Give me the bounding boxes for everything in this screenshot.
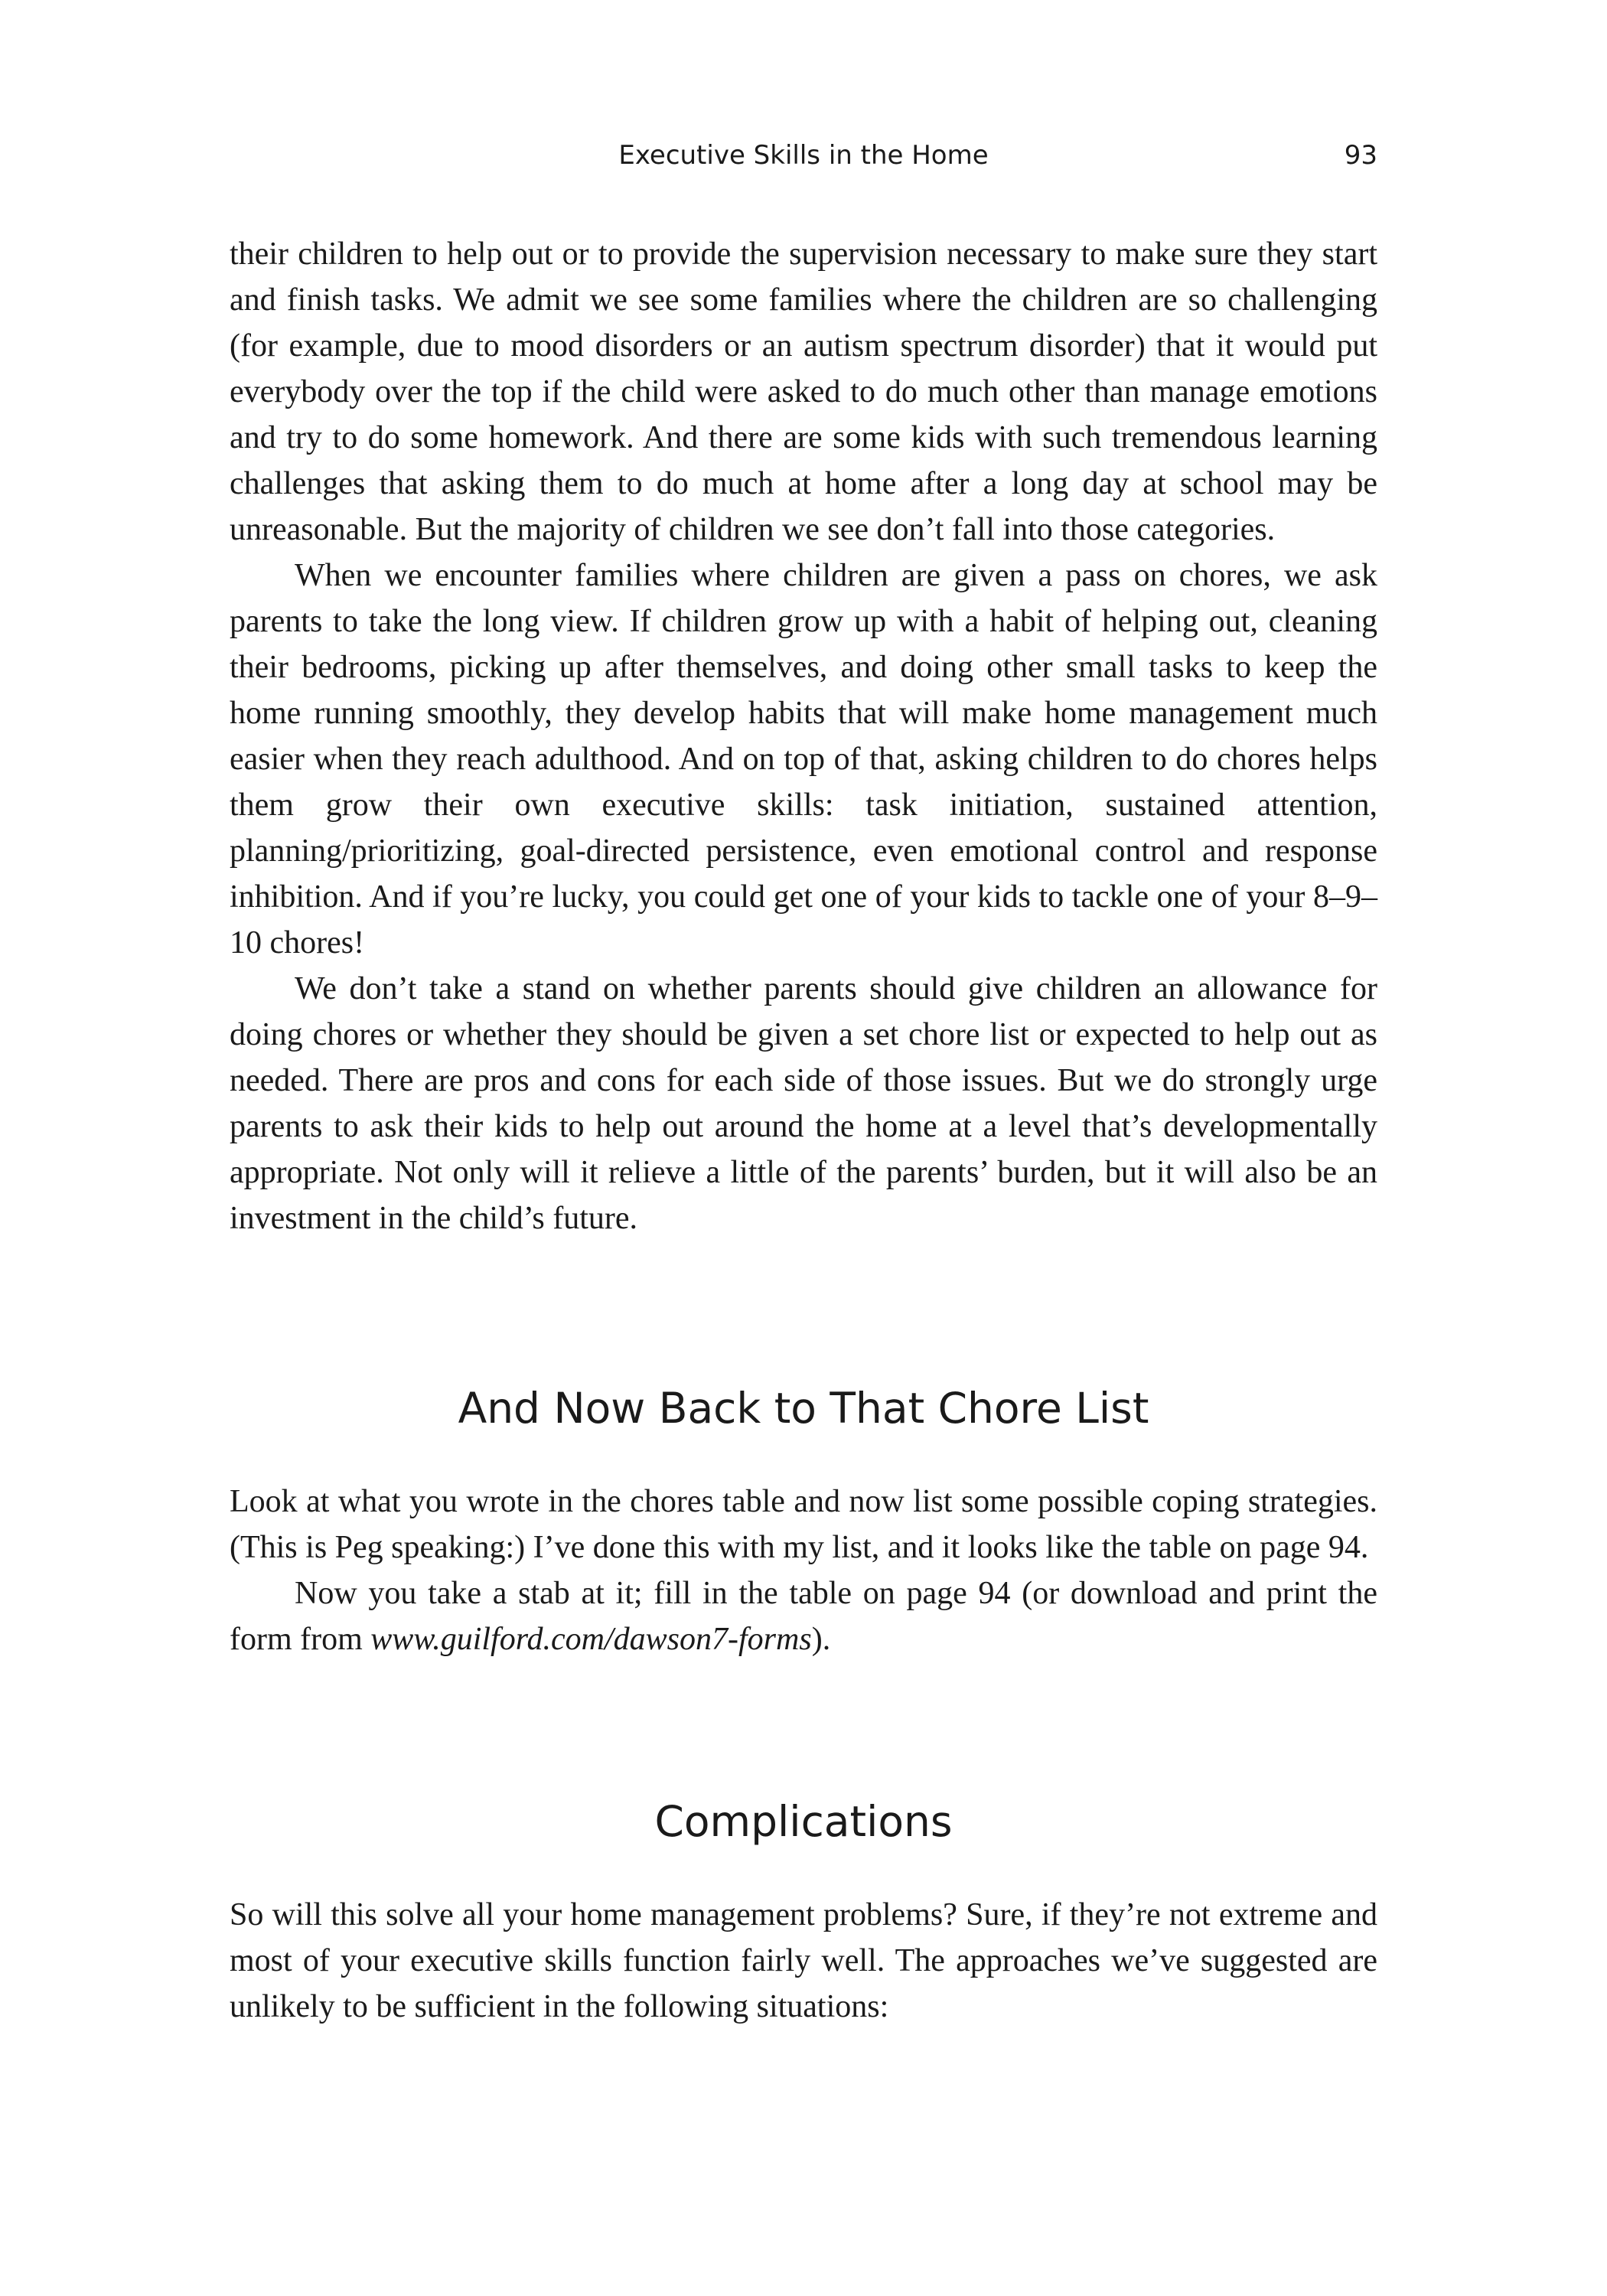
forms-url: www.guilford.com/dawson7-forms: [370, 1622, 812, 1657]
section-heading-complications: Complications: [654, 1797, 953, 1846]
intro-section: [230, 231, 1377, 1241]
page-number: 93: [1344, 140, 1377, 171]
paragraph-text: ).: [811, 1622, 831, 1657]
paragraph: So will this solve all your home management problems? Sure, if they’re not extreme and most of your executive skills function fairly well. The approaches we’ve suggested are unlikely to be sufficient in the following situations:: [230, 1897, 1377, 2024]
complications-section: [230, 1892, 1377, 2030]
running-head: [230, 136, 1377, 174]
paragraph: We don’t take a stand on whether parents should give children an allowance for doing chores or whether they should be given a set chore list or expected to help out as needed. There are pros and cons for each side of those issues. But we do strongly urge parents to ask their kids to help out around the home at a level that’s developmentally appropriate. Not only will it relieve a little of the parents’ burden, but it will also be an investment in the child’s future.: [230, 971, 1377, 1236]
paragraph: When we encounter families where children are given a pass on chores, we ask parents to take the long view. If children grow up with a habit of helping out, cleaning their bedrooms, picking up after themselves, and doing other small tasks to keep the home running smoothly, they develop habits that will make home management much easier when they reach adulthood. And on top of that, asking children to do chores helps them grow their own executive skills: task initiation, sustained attention, planning/prioritizing, goal-directed persistence, even emotional control and response inhibition. And if you’re lucky, you could get one of your kids to tackle one of your 8–9–10 chores!: [230, 558, 1377, 960]
paragraph: Look at what you wrote in the chores table and now list some possible coping strategies. (This is Peg speaking:) I’ve done this with my list, and it looks like the table on page 94.: [230, 1484, 1377, 1565]
section-heading-chore-list: And Now Back to That Chore List: [458, 1384, 1149, 1433]
paragraph: their children to help out or to provide the supervision necessary to make sure they start and finish tasks. We admit we see some families where the children are so challenging (for example, due to mood disorders or an autism spectrum disorder) that it would put everybody over the top if the child were asked to do much other than manage emotions and try to do some homework. And there are some kids with such tremendous learning challenges that asking them to do much at home after a long day at school may be unreasonable. But the majority of children we see don’t fall into those categories.: [230, 236, 1377, 547]
chore-list-section: [230, 1479, 1377, 1662]
paragraph-text: Now you take a stab at it; fill in the table on page 94 (or download and print the form from: [230, 1576, 1377, 1657]
paragraph: [230, 1570, 1377, 1662]
running-title: Executive Skills in the Home: [618, 140, 989, 171]
